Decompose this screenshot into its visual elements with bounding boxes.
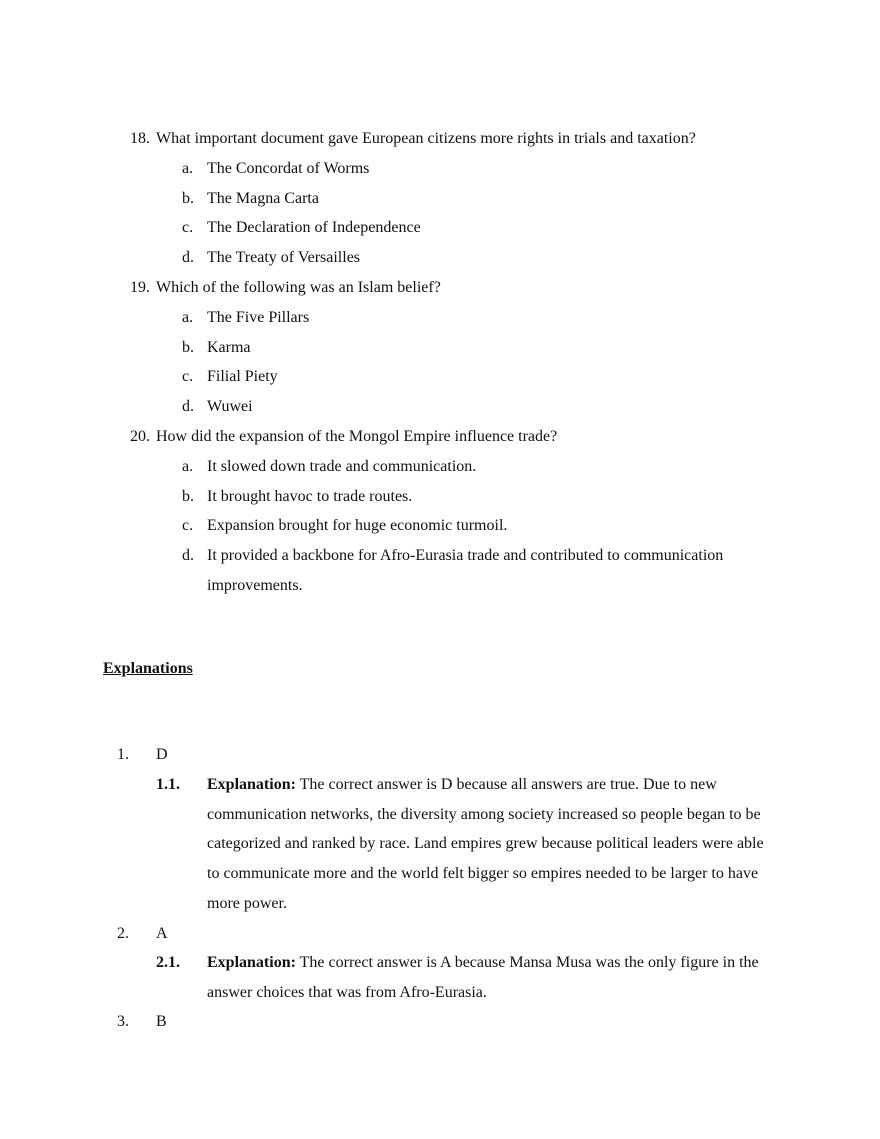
option-letter: c. <box>182 368 194 385</box>
option-text: The Five Pillars <box>207 309 310 326</box>
option-text: It slowed down trade and communication. <box>207 458 477 475</box>
option-text: The Concordat of Worms <box>207 160 370 177</box>
option-text: It brought havoc to trade routes. <box>207 488 413 505</box>
option-letter: d. <box>182 398 194 415</box>
explanation-paragraph <box>207 770 779 919</box>
question-number: 19. <box>130 279 150 296</box>
option-letter: a. <box>182 458 194 475</box>
answer-number: 3. <box>117 1013 129 1030</box>
option-text: Wuwei <box>207 398 253 415</box>
option-text: The Treaty of Versailles <box>207 249 361 266</box>
option-letter: b. <box>182 339 194 356</box>
option-letter: a. <box>182 160 194 177</box>
explanation-label: Explanation: <box>207 776 296 793</box>
question-text: Which of the following was an Islam belief? <box>156 279 441 296</box>
option-letter: a. <box>182 309 194 326</box>
answer-letter: B <box>156 1013 167 1030</box>
option-letter: b. <box>182 488 194 505</box>
option-letter: c. <box>182 517 194 534</box>
option-letter: b. <box>182 190 194 207</box>
option-text: It provided a backbone for Afro-Eurasia trade and contributed to communication improvements. <box>207 547 724 594</box>
question-text: How did the expansion of the Mongol Empire influence trade? <box>156 428 558 445</box>
explanation-number: 1.1. <box>156 776 180 793</box>
question-number: 18. <box>130 130 150 147</box>
answer-number: 1. <box>117 746 129 763</box>
explanation-text: The correct answer is D because all answers are true. Due to new communication networks, the diversity among society increased so people began to be categorized and ranked by race. Land empires grew because political leaders were able to communicate more and the world felt bigger so empires needed to be larger to have more power. <box>207 776 764 912</box>
answer-letter: D <box>156 746 168 763</box>
option-text: The Magna Carta <box>207 190 319 207</box>
option-text: Karma <box>207 339 251 356</box>
question-number: 20. <box>130 428 150 445</box>
question-text: What important document gave European citizens more rights in trials and taxation? <box>156 130 696 147</box>
explanation-paragraph <box>207 948 779 1007</box>
option-letter: d. <box>182 547 194 564</box>
explanation-label: Explanation: <box>207 954 296 971</box>
answer-letter: A <box>156 925 168 942</box>
option-letter: d. <box>182 249 194 266</box>
option-text: The Declaration of Independence <box>207 219 421 236</box>
option-text: Expansion brought for huge economic turmoil. <box>207 517 508 534</box>
explanation-text: The correct answer is A because Mansa Musa was the only figure in the answer choices that was from Afro-Eurasia. <box>207 954 759 1001</box>
answer-number: 2. <box>117 925 129 942</box>
option-text: Filial Piety <box>207 368 278 385</box>
option-letter: c. <box>182 219 194 236</box>
explanations-heading: Explanations <box>103 660 193 677</box>
explanation-number: 2.1. <box>156 954 180 971</box>
